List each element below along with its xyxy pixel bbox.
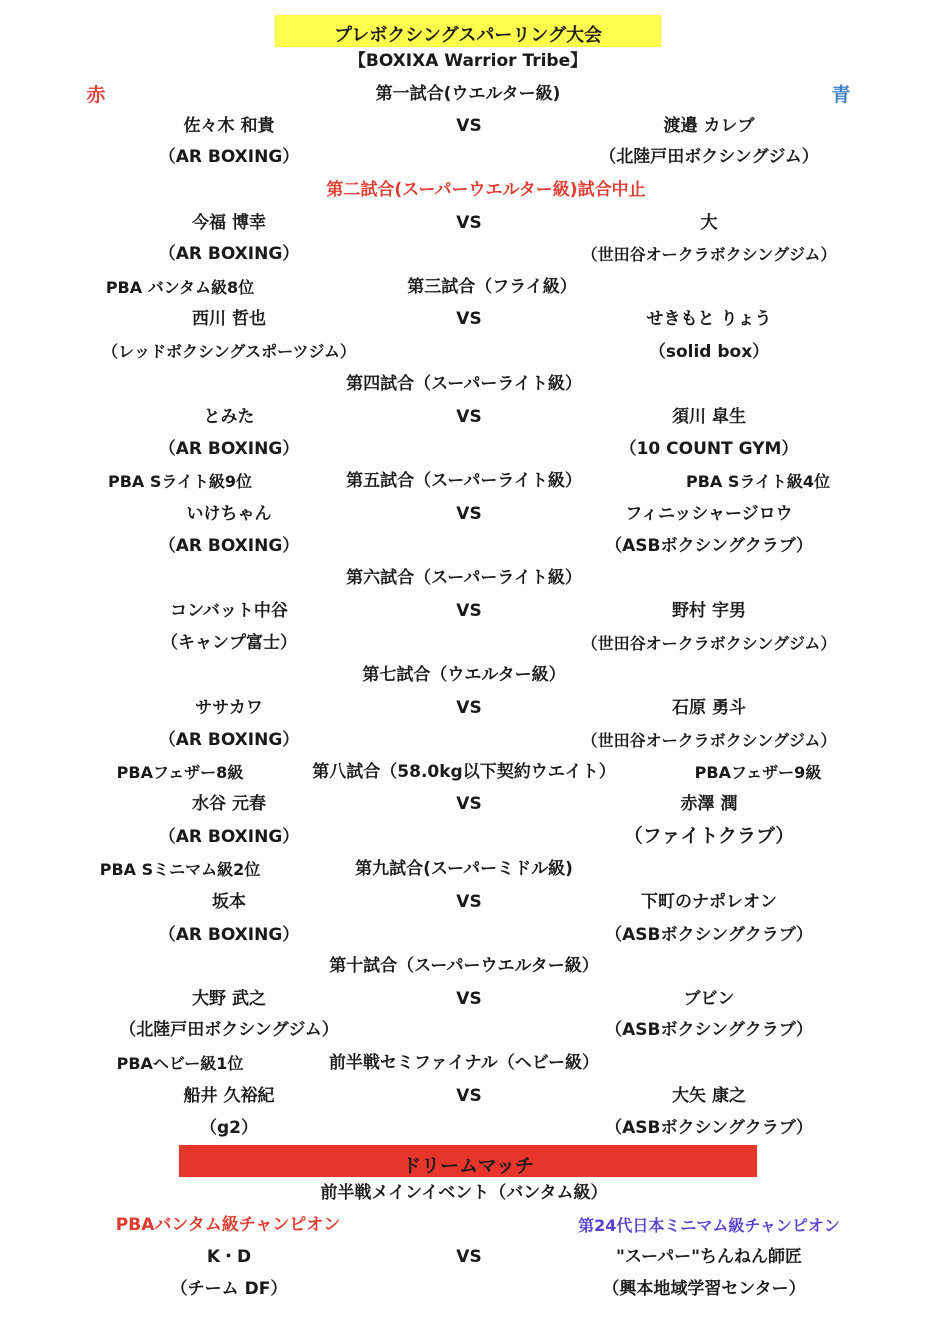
- blue-fighter-gym: （興本地域学習センター）: [602, 1279, 806, 1299]
- main-event-title: 前半戦メインイベント（バンタム級）: [320, 1183, 608, 1203]
- red-fighter-name: コンバット中谷: [170, 601, 288, 621]
- red-fighter-name: とみた: [203, 407, 255, 427]
- blue-fighter-name: 野村 宇男: [672, 601, 746, 621]
- red-fighter-name: 水谷 元春: [192, 794, 266, 814]
- blue-fighter-gym: （ASBボクシングクラブ）: [605, 925, 813, 945]
- bout-title: 第八試合（58.0kg以下契約ウエイト）: [312, 762, 616, 782]
- red-fighter-name: 西川 哲也: [192, 309, 266, 329]
- blue-fighter-name: 石原 勇斗: [672, 698, 746, 718]
- blue-fighter-gym: （ASBボクシングクラブ）: [605, 536, 813, 556]
- blue-fighter-name: ブビン: [683, 989, 735, 1009]
- vs-label: VS: [456, 794, 482, 814]
- event-subtitle: 【BOXIXA Warrior Tribe】: [348, 51, 588, 71]
- red-fighter-name: K・D: [206, 1247, 252, 1267]
- vs-label: VS: [456, 989, 482, 1009]
- red-fighter-gym: （AR BOXING）: [158, 827, 300, 847]
- red-fighter-name: 坂本: [212, 892, 246, 912]
- vs-label: VS: [456, 504, 482, 524]
- dream-match-banner: [179, 1145, 757, 1177]
- bout-title: 第二試合(スーパーウエルター級)試合中止: [326, 180, 646, 200]
- bout-title: 第六試合（スーパーライト級）: [346, 568, 582, 588]
- vs-label: VS: [456, 213, 482, 233]
- red-fighter-gym: （北陸戸田ボクシングジム）: [119, 1020, 339, 1040]
- blue-fighter-name: 下町のナポレオン: [641, 892, 777, 912]
- red-fighter-rank: PBA Sライト級9位: [107, 472, 253, 491]
- red-fighter-gym: （AR BOXING）: [158, 439, 300, 459]
- blue-fighter-name: "スーパー"ちんねん師匠: [615, 1247, 803, 1267]
- vs-label: VS: [456, 407, 482, 427]
- red-fighter-gym: （AR BOXING）: [158, 730, 300, 750]
- blue-fighter-gym: （solid box）: [648, 342, 770, 362]
- red-fighter-name: 今福 博幸: [192, 213, 266, 233]
- vs-label: VS: [456, 1086, 482, 1106]
- red-fighter-gym: （AR BOXING）: [158, 536, 300, 556]
- red-fighter-title: PBAバンタム級チャンピオン: [115, 1215, 341, 1235]
- vs-label: VS: [456, 1247, 482, 1267]
- red-fighter-name: 佐々木 和貴: [183, 116, 275, 136]
- blue-corner-label: 青: [831, 84, 851, 106]
- event-title-banner: [275, 15, 661, 47]
- red-fighter-gym: （g2）: [200, 1118, 258, 1138]
- vs-label: VS: [456, 116, 482, 136]
- blue-fighter-gym: （ASBボクシングクラブ）: [605, 1118, 813, 1138]
- red-fighter-rank: PBAフェザー8級: [116, 763, 244, 782]
- red-fighter-name: 大野 武之: [192, 989, 266, 1009]
- blue-fighter-name: せきもと りょう: [646, 309, 772, 329]
- vs-label: VS: [456, 892, 482, 912]
- bout-title: 第九試合(スーパーミドル級): [355, 859, 573, 879]
- vs-label: VS: [456, 309, 482, 329]
- red-fighter-gym: （キャンプ富士）: [161, 633, 297, 653]
- red-fighter-rank: PBA バンタム級8位: [105, 278, 255, 297]
- blue-fighter-gym: （世田谷オークラボクシングジム）: [581, 634, 837, 653]
- blue-fighter-title: 第24代日本ミニマム級チャンピオン: [578, 1216, 840, 1235]
- red-fighter-gym: （AR BOXING）: [158, 925, 300, 945]
- blue-fighter-gym: （ファイトクラブ）: [623, 825, 795, 847]
- blue-fighter-gym: （10 COUNT GYM）: [619, 439, 799, 459]
- bout-title: 第四試合（スーパーライト級）: [346, 374, 582, 394]
- red-fighter-gym: （レッドボクシングスポーツジム）: [102, 342, 356, 361]
- blue-fighter-gym: （世田谷オークラボクシングジム）: [581, 731, 837, 750]
- blue-fighter-gym: （ASBボクシングクラブ）: [605, 1020, 813, 1040]
- red-fighter-name: 船井 久裕紀: [183, 1086, 275, 1106]
- vs-label: VS: [456, 698, 482, 718]
- red-fighter-gym: （AR BOXING）: [158, 147, 300, 167]
- bout-title: 第五試合（スーパーライト級）: [346, 471, 582, 491]
- bout-title: 第三試合（フライ級）: [407, 277, 577, 297]
- bout-title: 第七試合（ウエルター級）: [362, 665, 566, 685]
- red-fighter-rank: PBAヘビー級1位: [116, 1054, 244, 1073]
- event-title: プレボクシングスパーリング大会: [334, 25, 602, 46]
- blue-fighter-name: 大: [700, 213, 718, 233]
- blue-fighter-name: 渡邉 カレブ: [663, 116, 755, 136]
- red-fighter-gym: （AR BOXING）: [158, 244, 300, 264]
- blue-fighter-name: 須川 皐生: [672, 407, 746, 427]
- blue-fighter-rank: PBAフェザー9級: [694, 763, 822, 782]
- red-fighter-gym: （チーム DF）: [170, 1279, 288, 1299]
- blue-fighter-name: フィニッシャージロウ: [625, 504, 793, 524]
- red-fighter-name: ササカワ: [195, 698, 263, 718]
- blue-fighter-gym: （北陸戸田ボクシングジム）: [599, 147, 819, 167]
- bout-title: 第十試合（スーパーウエルター級）: [329, 956, 599, 976]
- red-fighter-rank: PBA Sミニマム級2位: [99, 860, 261, 879]
- red-fighter-name: いけちゃん: [186, 504, 272, 524]
- dream-match-label: ドリームマッチ: [402, 1155, 534, 1177]
- blue-fighter-name: 赤澤 潤: [680, 794, 738, 814]
- blue-fighter-gym: （世田谷オークラボクシングジム）: [581, 245, 837, 264]
- red-corner-label: 赤: [86, 84, 106, 106]
- vs-label: VS: [456, 601, 482, 621]
- bout-title: 前半戦セミファイナル（ヘビー級）: [328, 1053, 600, 1073]
- blue-fighter-name: 大矢 康之: [672, 1086, 746, 1106]
- bout-title: 第一試合(ウエルター級): [375, 84, 561, 104]
- blue-fighter-rank: PBA Sライト級4位: [685, 472, 831, 491]
